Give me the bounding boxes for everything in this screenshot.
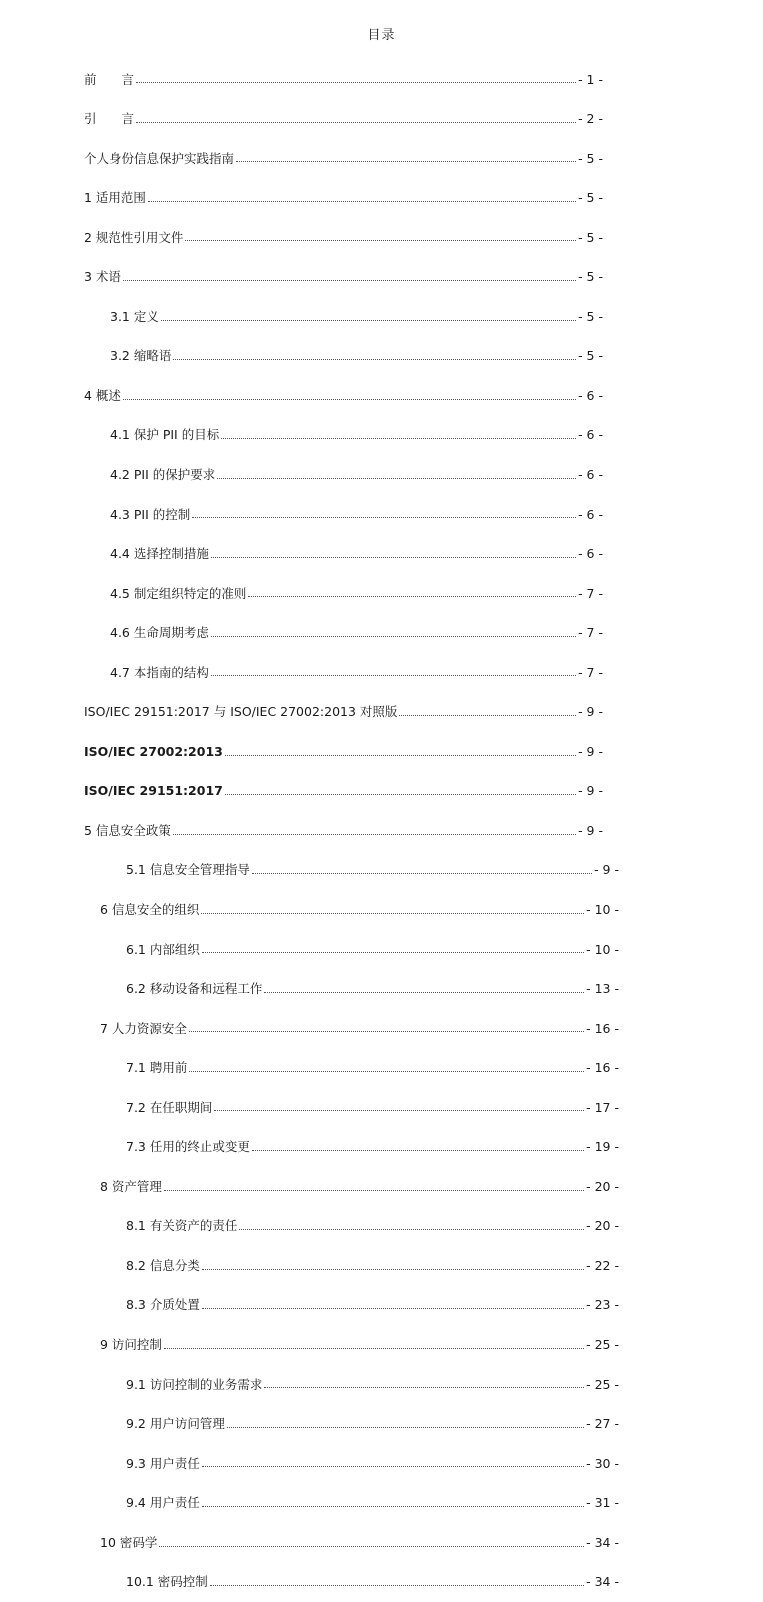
toc-page-number: - 17 - — [586, 1099, 619, 1115]
toc-entry-text: 4.5 制定组织特定的准则 — [110, 585, 247, 601]
toc-entry-text: 6 信息安全的组织 — [100, 902, 200, 917]
dot-leader — [236, 161, 576, 162]
dot-leader — [189, 1071, 584, 1072]
toc-entry[interactable] — [0, 1167, 763, 1207]
toc-title: 目录 — [367, 28, 396, 43]
dot-leader — [202, 1466, 584, 1467]
toc-entry-text: 3 术语 — [84, 269, 121, 285]
dot-leader — [136, 122, 576, 123]
toc-page-number: - 25 - — [586, 1376, 619, 1392]
toc-page-number: - 6 - — [578, 466, 603, 482]
toc-entry-text: 4 概述 — [84, 387, 121, 403]
toc-page-number: - 9 - — [578, 783, 603, 799]
toc-entry[interactable] — [0, 218, 763, 258]
toc-page-number: - 34 - — [586, 1574, 619, 1590]
toc-entry[interactable] — [0, 535, 763, 575]
toc-entry[interactable] — [0, 1365, 763, 1405]
toc-entry[interactable] — [0, 574, 763, 614]
toc-page-number: - 19 - — [586, 1139, 619, 1155]
dot-leader — [164, 1190, 584, 1191]
toc-entry-text: 9.3 用户责任 — [126, 1455, 200, 1471]
dot-leader — [148, 201, 576, 202]
dot-leader — [239, 1229, 584, 1230]
dot-leader — [217, 478, 576, 479]
dot-leader — [161, 320, 576, 321]
dot-leader — [214, 1110, 584, 1111]
dot-leader — [248, 596, 576, 597]
toc-entry[interactable] — [0, 930, 763, 970]
dot-leader — [123, 399, 576, 400]
toc-entry[interactable] — [0, 653, 763, 693]
toc-entry-text: 10.1 密码控制 — [126, 1574, 208, 1590]
dot-leader — [252, 873, 592, 874]
toc-entry[interactable] — [0, 1523, 763, 1563]
toc-list — [0, 60, 763, 1602]
dot-leader — [210, 1585, 584, 1586]
toc-entry-text: 引 言 — [84, 111, 135, 127]
toc-entry[interactable] — [0, 139, 763, 179]
toc-page-number: - 5 - — [578, 190, 603, 206]
toc-page-number: - 1 - — [578, 71, 603, 87]
toc-entry[interactable] — [0, 772, 763, 812]
toc-page-number: - 6 - — [578, 427, 603, 443]
toc-page-number: - 7 - — [578, 664, 603, 680]
toc-entry-text: 9.2 用户访问管理 — [126, 1416, 225, 1432]
toc-entry[interactable] — [0, 258, 763, 298]
dot-leader — [185, 240, 576, 241]
toc-entry-text: 个人身份信息保护实践指南 — [84, 150, 235, 166]
toc-entry-text: ISO/IEC 29151:2017 与 ISO/IEC 27002:2013 对照版 — [84, 704, 398, 720]
toc-entry[interactable] — [0, 495, 763, 535]
dot-leader — [201, 913, 584, 914]
dot-leader — [225, 794, 576, 795]
toc-entry[interactable] — [0, 1405, 763, 1445]
toc-entry[interactable] — [0, 732, 763, 772]
toc-entry[interactable] — [0, 1088, 763, 1128]
toc-entry-text: 4.2 PII 的保护要求 — [110, 466, 216, 482]
toc-page-number: - 16 - — [586, 1060, 619, 1076]
dot-leader — [202, 1308, 584, 1309]
dot-leader — [211, 557, 576, 558]
toc-entry-text: 前 言 — [84, 71, 135, 87]
toc-entry[interactable] — [0, 1484, 763, 1524]
toc-entry[interactable] — [0, 455, 763, 495]
toc-page-number: - 7 - — [578, 585, 603, 601]
toc-page-number: - 5 - — [578, 348, 603, 364]
toc-page-number: - 20 - — [586, 1178, 619, 1194]
toc-page-number: - 30 - — [586, 1455, 619, 1471]
toc-page-number: - 34 - — [586, 1534, 619, 1550]
toc-entry-text: 10 密码学 — [100, 1534, 158, 1550]
toc-page-number: - 25 - — [586, 1337, 619, 1353]
toc-entry-text: 4.7 本指南的结构 — [110, 664, 209, 680]
toc-entry-text: ISO/IEC 27002:2013 — [84, 743, 223, 759]
toc-entry-text: 9.4 用户责任 — [126, 1495, 200, 1511]
toc-entry-text: 4.6 生命周期考虑 — [110, 625, 209, 641]
toc-entry[interactable] — [0, 1128, 763, 1168]
dot-leader — [164, 1348, 584, 1349]
toc-entry-text: ISO/IEC 29151:2017 — [84, 783, 223, 799]
dot-leader — [123, 280, 576, 281]
dot-leader — [227, 1427, 584, 1428]
toc-page-number: - 6 - — [578, 506, 603, 522]
dot-leader — [252, 1150, 584, 1151]
toc-page-number: - 22 - — [586, 1257, 619, 1273]
toc-page-number: - 10 - — [586, 941, 619, 957]
toc-entry-text: 4.3 PII 的控制 — [110, 506, 191, 522]
dot-leader — [189, 1031, 584, 1032]
toc-page-number: - 10 - — [586, 902, 619, 917]
toc-page-number: - 16 - — [586, 1020, 619, 1036]
toc-page-number: - 7 - — [578, 625, 603, 641]
toc-entry[interactable] — [0, 1049, 763, 1089]
toc-entry-text: 9.1 访问控制的业务需求 — [126, 1376, 263, 1392]
dot-leader — [202, 1269, 584, 1270]
toc-entry[interactable] — [0, 970, 763, 1010]
toc-entry[interactable] — [0, 60, 763, 100]
toc-entry-text: 7 人力资源安全 — [100, 1020, 187, 1036]
toc-entry-text: 4.4 选择控制措施 — [110, 546, 209, 562]
toc-entry-text: 7.2 在任职期间 — [126, 1099, 213, 1115]
toc-page-number: - 13 - — [586, 981, 619, 997]
toc-entry[interactable] — [0, 337, 763, 377]
toc-entry-text: 2 规范性引用文件 — [84, 229, 184, 245]
toc-entry-text: 6.2 移动设备和远程工作 — [126, 981, 263, 997]
toc-entry[interactable] — [0, 416, 763, 456]
toc-page-number: - 31 - — [586, 1495, 619, 1511]
toc-entry[interactable] — [0, 100, 763, 140]
toc-page-number: - 6 - — [578, 546, 603, 562]
toc-page-number: - 5 - — [578, 229, 603, 245]
toc-entry[interactable] — [0, 1009, 763, 1049]
dot-leader — [173, 359, 576, 360]
dot-leader — [264, 1387, 584, 1388]
toc-entry-text: 4.1 保护 PII 的目标 — [110, 427, 220, 443]
dot-leader — [136, 82, 576, 83]
toc-page-number: - 5 - — [578, 308, 603, 324]
toc-entry-text: 3.1 定义 — [110, 308, 159, 324]
toc-entry[interactable] — [0, 179, 763, 219]
toc-entry-text: 5 信息安全政策 — [84, 822, 171, 838]
toc-page-number: - 5 - — [578, 150, 603, 166]
dot-leader — [221, 438, 576, 439]
dot-leader — [264, 992, 584, 993]
toc-entry[interactable] — [0, 890, 763, 930]
toc-page-number: - 9 - — [578, 743, 603, 759]
toc-entry-text: 7.1 聘用前 — [126, 1060, 188, 1076]
toc-page-number: - 9 - — [578, 704, 603, 720]
toc-entry[interactable] — [0, 1286, 763, 1326]
dot-leader — [211, 636, 576, 637]
toc-entry-text: 6.1 内部组织 — [126, 941, 200, 957]
toc-entry[interactable] — [0, 1444, 763, 1484]
toc-entry[interactable] — [0, 614, 763, 654]
dot-leader — [202, 1506, 584, 1507]
toc-entry-text: 9 访问控制 — [100, 1337, 162, 1353]
toc-entry-text: 8.3 介质处置 — [126, 1297, 200, 1313]
toc-page-number: - 20 - — [586, 1218, 619, 1234]
toc-page-number: - 23 - — [586, 1297, 619, 1313]
dot-leader — [399, 715, 576, 716]
toc-entry-text: 8.1 有关资产的责任 — [126, 1218, 238, 1234]
toc-entry-text: 7.3 任用的终止或变更 — [126, 1139, 250, 1155]
toc-entry[interactable] — [0, 297, 763, 337]
toc-entry[interactable] — [0, 693, 763, 733]
dot-leader — [192, 517, 576, 518]
toc-entry[interactable] — [0, 851, 763, 891]
toc-page-number: - 5 - — [578, 269, 603, 285]
toc-page-number: - 9 - — [578, 822, 603, 838]
toc-entry-text: 3.2 缩略语 — [110, 348, 172, 364]
toc-entry-text: 1 适用范围 — [84, 190, 146, 206]
toc-entry[interactable] — [0, 1563, 763, 1602]
toc-entry-text: 5.1 信息安全管理指导 — [126, 862, 250, 878]
toc-entry[interactable] — [0, 811, 763, 851]
toc-entry-text: 8.2 信息分类 — [126, 1257, 200, 1273]
dot-leader — [225, 755, 576, 756]
dot-leader — [173, 834, 576, 835]
toc-entry[interactable] — [0, 1246, 763, 1286]
toc-entry-text: 8 资产管理 — [100, 1178, 162, 1194]
toc-page-number: - 2 - — [578, 111, 603, 127]
toc-page-number: - 27 - — [586, 1416, 619, 1432]
dot-leader — [159, 1546, 584, 1547]
dot-leader — [211, 675, 576, 676]
toc-entry[interactable] — [0, 1326, 763, 1366]
toc-entry[interactable] — [0, 376, 763, 416]
toc-entry[interactable] — [0, 1207, 763, 1247]
dot-leader — [202, 952, 584, 953]
toc-page-number: - 9 - — [594, 862, 619, 878]
toc-page-number: - 6 - — [578, 387, 603, 403]
